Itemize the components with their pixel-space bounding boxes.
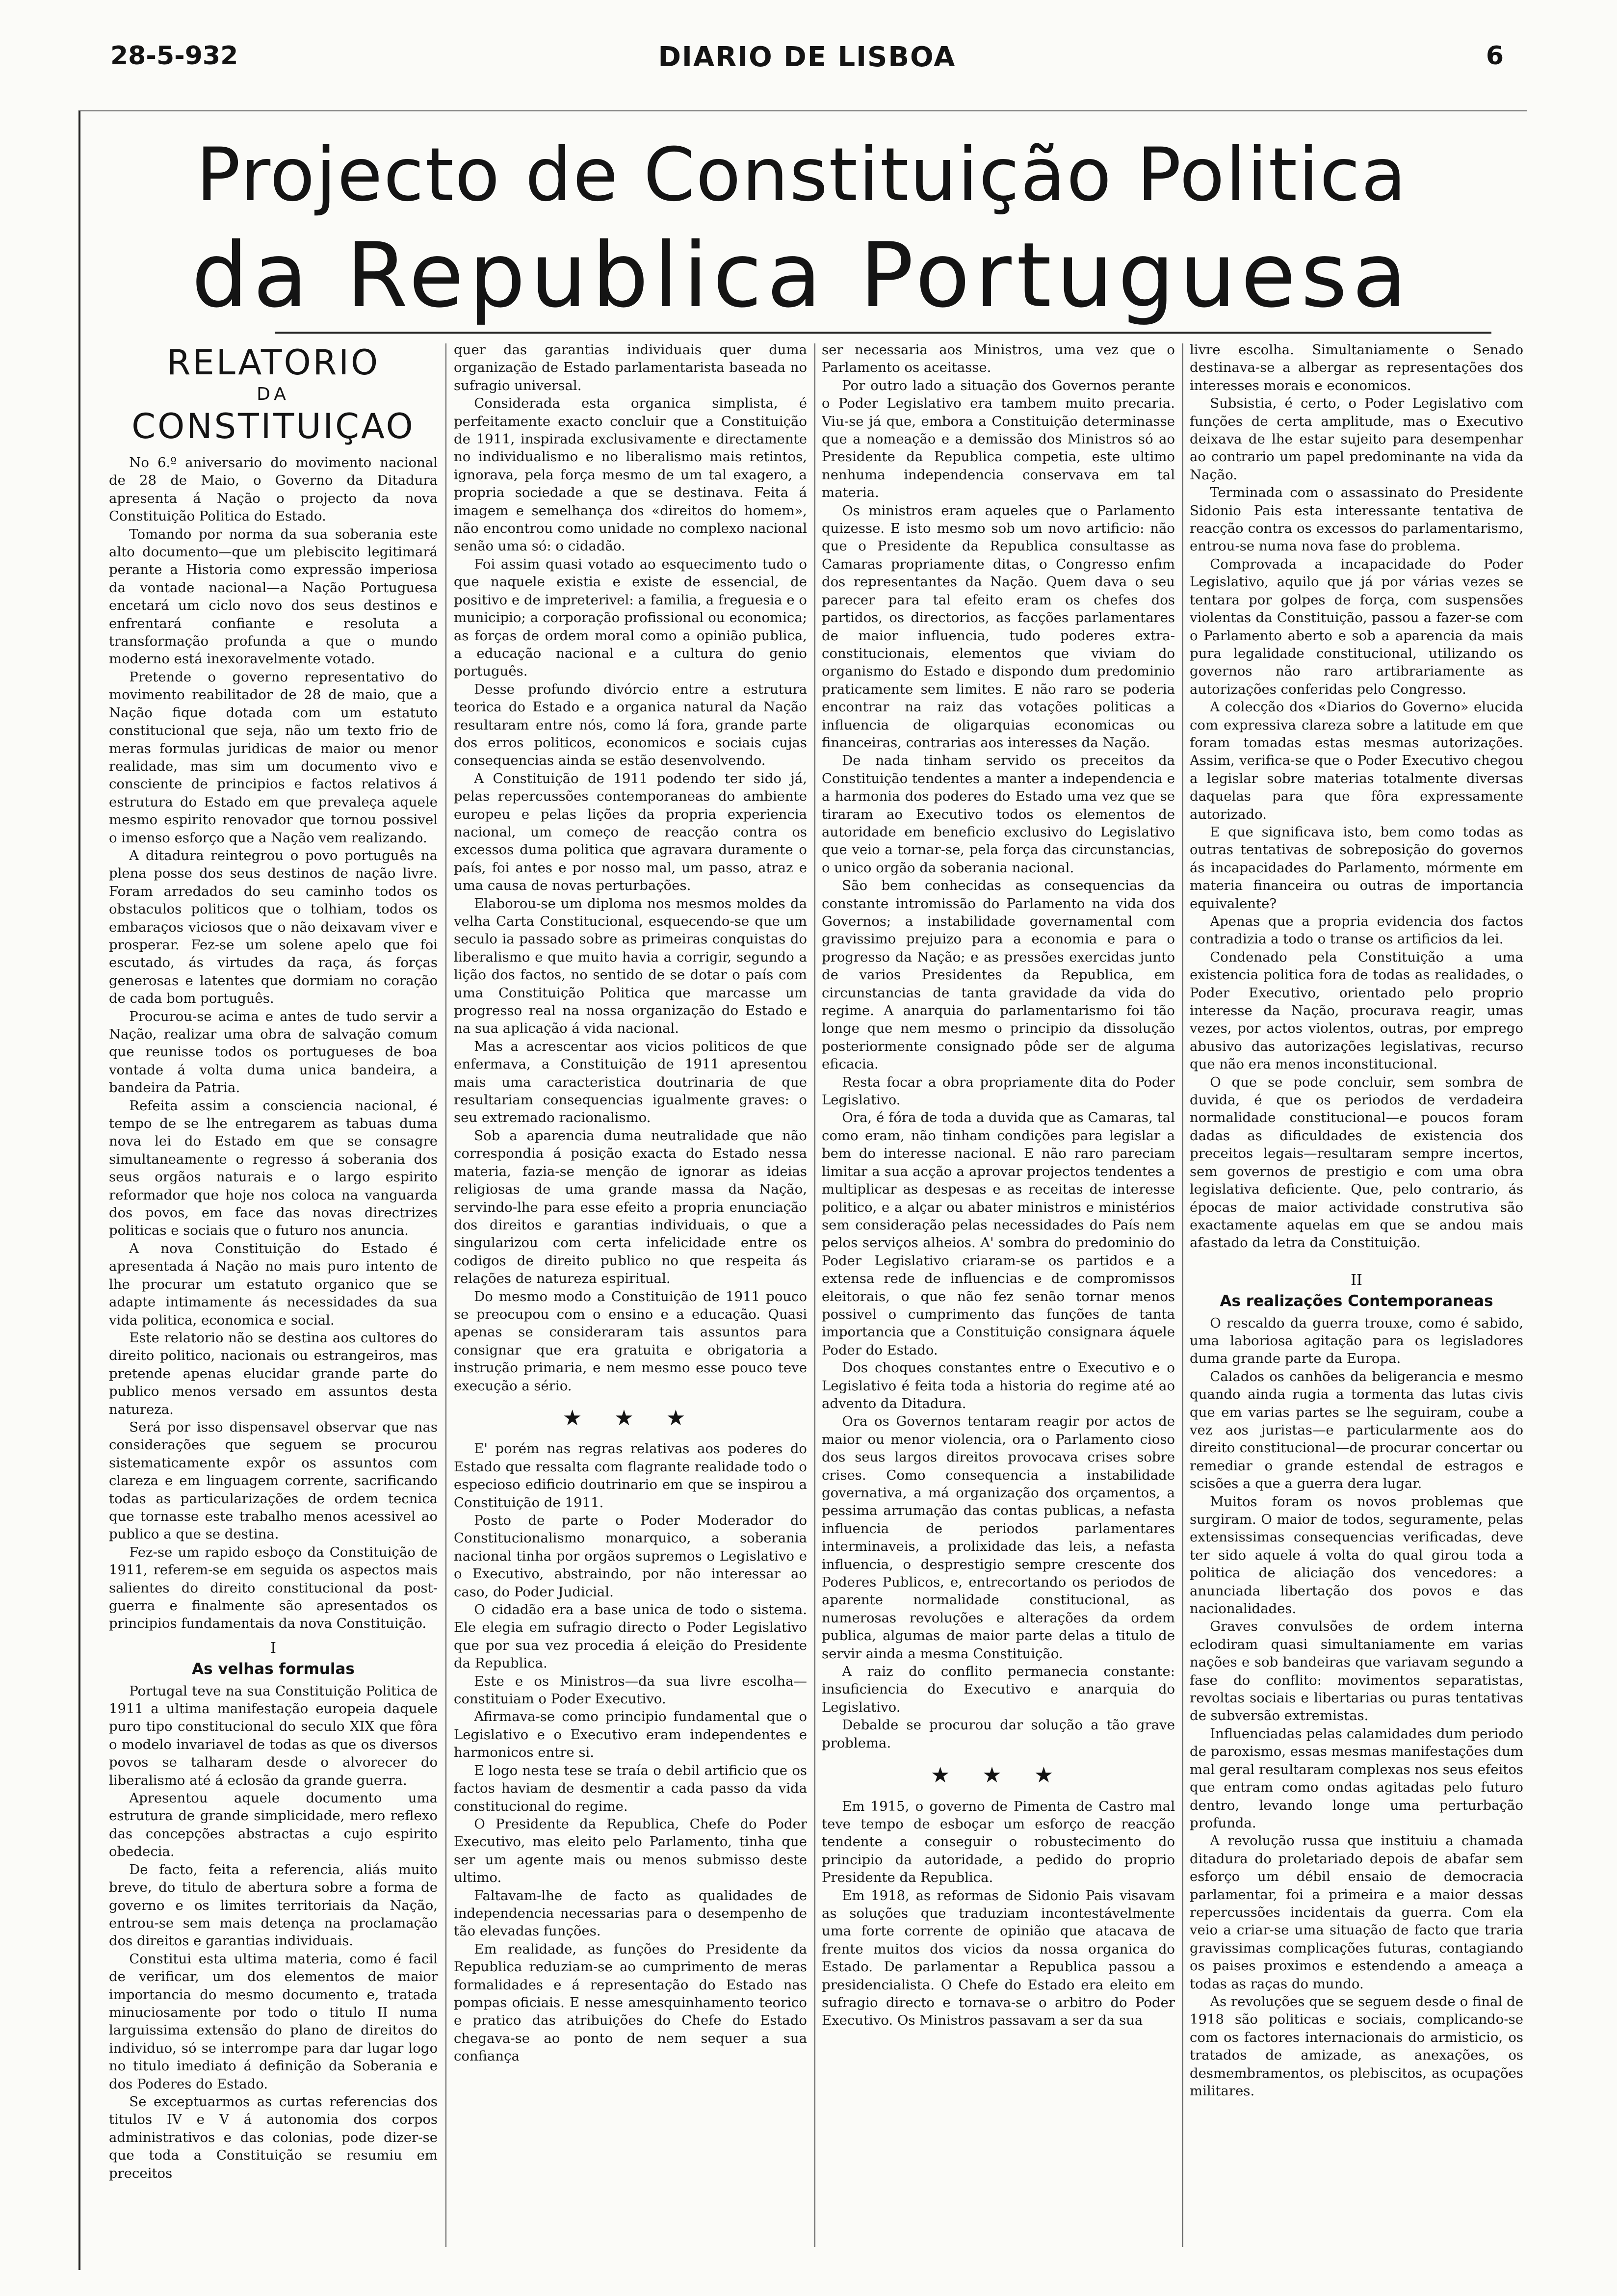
paragraph: A Constituição de 1911 podendo ter sido já, pelas repercussões contemporaneas do ambiente europeu e pelas lições da propria experiencia nacional, um começo de reacção contra os excessos duma politica que agravara duramente o país, foi antes e por nosso mal, um passo, atraz e uma causa de novas perturbações. (454, 770, 807, 894)
paragraph: No 6.º aniversario do movimento nacional de 28 de Maio, o Governo da Ditadura apresenta á Nação o projecto da nova Constituição Politica do Estado. (109, 455, 438, 524)
paragraph: Dos choques constantes entre o Executivo e o Legislativo é feita toda a historia do regime até ao advento da Ditadura. (822, 1360, 1175, 1411)
paragraph: A raiz do conflito permanecia constante: insuficiencia do Executivo e anarquia do Legislativo. (822, 1664, 1175, 1715)
paragraph: Refeita assim a consciencia nacional, é tempo de se lhe entregarem as tabuas duma nova lei do Estado em que se consagre simultaneamente o regresso á soberania dos seus orgãos naturais e o largo espirito reformador que hoje nos coloca na vanguarda dos povos, em face das novas directrizes politicas e sociais que o futuro nos anuncia. (109, 1097, 438, 1239)
paragraph: Calados os canhões da beligerancia e mesmo quando ainda rugia a tormenta das lutas civis que em varias partes se lhe seguiram, coube a vez aos juristas—e particularmente aos do direito constitucional—de procurar concertar ou remediar o grande estendal de estragos e scisões a que a guerra dera lugar. (1190, 1368, 1523, 1492)
paragraph: O Presidente da Republica, Chefe do Poder Executivo, mas eleito pelo Parlamento, tinha que ser um agente mais ou menos submisso deste ultimo. (454, 1816, 807, 1886)
masthead-date: 28-5-932 (110, 41, 238, 71)
column-rule (814, 343, 815, 2247)
paragraph: Muitos foram os novos problemas que surgiram. O maior de todos, seguramente, pelas extensissimas consequencias verificadas, deve ter sido aquele á volta do qual girou toda a politica de aliciação dos vencedores: a anunciada libertação dos povos e das nacionalidades. (1190, 1493, 1523, 1617)
paragraph: Condenado pela Constituição a uma existencia politica fora de todas as realidades, o Poder Executivo, orientado pelo proprio interesse da Nação, procurava reagir, umas vezes, por actos violentos, outras, por emprego abusivo das autorizações legislativas, recurso que não era menos inconstitucional. (1190, 949, 1523, 1072)
paragraph: Posto de parte o Poder Moderador do Constitucionalismo monarquico, a soberania nacional tinha por orgãos supremos o Legislativo e o Executivo, abstraindo, por não interessar ao caso, do Poder Judicial. (454, 1513, 807, 1600)
paragraph: Do mesmo modo a Constituição de 1911 pouco se preocupou com o ensino e a educação. Quasi apenas se consideraram tais assuntos para consignar que era gratuita e obrigatoria a instrução primaria, e nem mesmo esse pouco teve execução a sério. (454, 1288, 807, 1394)
paragraph: Considerada esta organica simplista, é perfeitamente exacto concluir que a Constituição de 1911, inspirada exclusivamente e directamente no individualismo e no liberalismo mais retintos, ignorava, pela força mesmo de um tal exagero, a propria sociedade a que se destinava. Feita á imagem e semelhança dos «direitos do homem», não encontrou como unidade no complexo nacional senão uma só: o cidadão. (454, 395, 807, 554)
paragraph: O cidadão era a base unica de todo o sistema. Ele elegia em sufragio directo o Poder Legislativo que por sua vez procedia á eleição do Presidente da Republica. (454, 1602, 807, 1671)
paragraph: A nova Constituição do Estado é apresentada á Nação no mais puro intento de lhe procurar um estatuto organico que se adapte intimamente ás necessidades da sua vida politica, economica e social. (109, 1240, 438, 1328)
paragraph: Terminada com o assassinato do Presidente Sidonio Pais esta interessante tentativa de reacção contra os excessos do parlamentarismo, entrou-se numa nova fase do problema. (1190, 485, 1523, 554)
paragraph: Desse profundo divórcio entre a estrutura teorica do Estado e a organica natural da Nação resultaram entre nós, como lá fora, grande parte dos erros politicos, economicos e sociais cujas consequencias ainda se estão desenvolvendo. (454, 681, 807, 769)
paragraph: E logo nesta tese se traía o debil artificio que os factos haviam de desmentir a cada passo da vida constitucional do regime. (454, 1762, 807, 1814)
paragraph: Procurou-se acima e antes de tudo servir a Nação, realizar uma obra de salvação comum que reunisse todos os portugueses de boa vontade á volta duma unica bandeira, a bandeira da Patria. (109, 1008, 438, 1096)
headline-line-2: da Republica Portuguesa (191, 223, 1412, 327)
paragraph: Faltavam-lhe de facto as qualidades de independencia necessarias para o desempenho de tão elevadas funções. (454, 1887, 807, 1939)
section-title: As velhas formulas (192, 1660, 355, 1678)
paragraph: Pretende o governo representativo do movimento reabilitador de 28 de maio, que a Nação fique dotada com um estatuto constitucional que seja, não um texto frio de meras formulas juridicas de maior ou menor realidade, mas sim um documento vivo e consciente de principios e factos relativos á estrutura do Estado em que prevaleça aquele mesmo espirito renovador que tornou possivel o imenso esforço que a Nação vem realizando. (109, 669, 438, 846)
paragraph: Será por isso dispensavel observar que nas considerações que seguem se procurou sistematicamente expôr os assuntos com clareza e em linguagem corrente, sacrificando todas as particularizações de ordem tecnica que tornasse este trabalho menos acessivel ao publico a que se destina. (109, 1419, 438, 1542)
paragraph: Este e os Ministros—da sua livre escolha—constituiam o Poder Executivo. (454, 1673, 807, 1707)
paragraph: E que significava isto, bem como todas as outras tentativas de sobreposição do governos ás incapacidades do Parlamento, mórmente em materia financeira ou outras de importancia equivalente? (1190, 824, 1523, 912)
report-heading-constitution: CONSTITUIÇAO (131, 406, 415, 446)
paragraph: O rescaldo da guerra trouxe, como é sabido, uma laboriosa agitação para os legisladores duma grande parte da Europa. (1190, 1315, 1523, 1367)
paragraph: As revoluções que se seguem desde o final de 1918 são politicas e sociais, complicando-se com os factores internacionais do armisticio, os tratados de amizade, as anexações, os desmembramentos, os plebiscitos, as ocupações militares. (1190, 1993, 1523, 2099)
paragraph: Graves convulsões de ordem interna eclodiram quasi simultaniamente em varias nações e sob bandeiras que variavam segundo a fase do conflito: movimentos separatistas, revoltas sociais e libertarias ou puras tentativas de subversão extremistas. (1190, 1618, 1523, 1724)
paragraph: E' porém nas regras relativas aos poderes do Estado que ressalta com flagrante realidade todo o especioso edificio doutrinario em que se inspirou a Constituição de 1911. (454, 1441, 807, 1511)
paragraph: Foi assim quasi votado ao esquecimento tudo o que naquele existia e existe de essencial, de positivo e de impreterivel: a familia, a freguesia e o municipio; a corporação profissional ou economica; as forças de ordem moral como a opinião publica, a educação nacional e a cultura do genio português. (454, 556, 807, 679)
masthead (110, 41, 1504, 71)
paragraph: Em 1918, as reformas de Sidonio Pais visavam as soluções que traduziam incontestávelmente uma forte corrente de opinião que atacava de frente muitos dos vicios da nossa organica do Estado. De parlamentar a Republica passou a presidencialista. O Chefe do Estado era eleito em sufragio directo e tornava-se o arbitro do Poder Executivo. Os Ministros passavam a ser da sua (822, 1887, 1175, 2029)
paragraph: Tomando por norma da sua soberania este alto documento—que um plebiscito legitimará perante a Historia como expressão imperiosa da vontade nacional—a Nação Portuguesa encetará um ciclo novo dos seus destinos e enfrentará confiante e resoluta a transformação profunda a que o mundo moderno está inexoravelmente votado. (109, 526, 438, 667)
paragraph: Em realidade, as funções do Presidente da Republica reduziam-se ao cumprimento de meras formalidades e á representação do Estado nas pompas oficiais. E nesse amesquinhamento teorico e pratico das atribuições do Chefe do Estado chegava-se ao ponto de nem sequer a sua confiança (454, 1941, 807, 2064)
paragraph: Os ministros eram aqueles que o Parlamento quizesse. E isto mesmo sob um novo artificio: não que o Presidente da Republica consultasse as Camaras propriamente ditas, o Congresso enfim dos representantes da Nação. Quem dava o seu parecer para tal efeito eram os chefes dos partidos, os directorios, as facções parlamentares de maior influencia, tudo poderes extra-constitucionais, elementos que viviam do organismo do Estado e dispondo dum predominio praticamente sem limites. E não raro se poderia encontrar na raiz das votações politicas a influencia de oligarquias economicas ou financeiras, contrarias aos interesses da Nação. (822, 502, 1175, 751)
paragraph: Apresentou aquele documento uma estrutura de grande simplicidade, mero reflexo das concepções abstractas a cujo espirito obedecia. (109, 1790, 438, 1860)
column-rule (445, 343, 446, 2247)
headline-rule (275, 332, 1491, 334)
paragraph: Ora os Governos tentaram reagir por actos de maior ou menor violencia, ora o Parlamento cioso dos seus largos direitos provocava crises sobre crises. Como consequencia a instabilidade governativa, a má organização dos orçamentos, a pessima arrumação das contas publicas, a nefasta influencia de periodos parlamentares interminaveis, a prolixidade das leis, a nefasta influencia, o desprestigio sempre crescente dos Poderes Publicos, e, entrecortando os periodos de aparente normalidade constitucional, as numerosas revoluções e alterações da ordem publica, algumas de maior parte delas a titulo de servir ainda a mesma Constituição. (822, 1413, 1175, 1662)
paragraph: Elaborou-se um diploma nos mesmos moldes da velha Carta Constitucional, esquecendo-se que um seculo ia passado sobre as primeiras conquistas do liberalismo e que muito havia a corrigir, segundo a lição dos factos, no sentido de se dotar o país com uma Constituição Politica que marcasse um progresso real na nossa organização do Estado e na sua aplicação á vida nacional. (454, 895, 807, 1037)
report-heading: RELATORIO (166, 342, 380, 383)
paragraph: A ditadura reintegrou o povo português na plena posse dos seus destinos de nação livre. Foram arredados do seu caminho todos os obstaculos politicos que o tolhiam, todos os embaraços viciosos que o não deixavam viver e prosperar. Fez-se um solene apelo que foi escutado, ás virtudes da raça, ás forças generosas e latentes que dormiam no coração de cada bom português. (109, 847, 438, 1007)
paragraph: Sob a aparencia duma neutralidade que não correspondia á posição exacta do Estado nessa materia, fazia-se menção de ignorar as ideias religiosas de uma grande massa da Nação, servindo-lhe para esse efeito a propria enunciação dos direitos e garantias individuais, o que a singularizou com certa infelicidade entre os codigos de direito publico no que respeita ás relações de natureza espiritual. (454, 1127, 807, 1287)
paragraph: Este relatorio não se destina aos cultores do direito politico, nacionais ou estrangeiros, mas pretende apenas elucidar grande parte do publico menos versado em assuntos desta natureza. (109, 1330, 438, 1417)
paragraph: Se exceptuarmos as curtas referencias dos titulos IV e V á autonomia dos corpos administrativos e das colonias, pode dizer-se que toda a Constituição se resumiu em preceitos (109, 2093, 438, 2181)
paragraph: Debalde se procurou dar solução a tão grave problema. (822, 1717, 1175, 1751)
paragraph: Mas a acrescentar aos vicios politicos de que enfermava, a Constituição de 1911 apresentou mais uma caracteristica doutrinaria de que resultariam consequencias igualmente graves: o seu extremado racionalismo. (454, 1038, 807, 1126)
section-number: I (270, 1639, 276, 1657)
paragraph: A colecção dos «Diarios do Governo» elucida com expressiva clareza sobre a latitude em que foram tomadas estas mesmas autorizações. Assim, verifica-se que o Poder Executivo chegou a legislar sobre materias totalmente diversas daquelas para que fôra expressamente autorizado. (1190, 699, 1523, 822)
report-heading-da: DA (257, 384, 290, 404)
paragraph: Resta focar a obra propriamente dita do Poder Legislativo. (822, 1074, 1175, 1108)
column-rule (1182, 343, 1183, 2247)
paragraph: quer das garantias individuais quer duma organização de Estado parlamentarista baseada no sufragio universal. (454, 342, 807, 393)
paragraph: Por outro lado a situação dos Governos perante o Poder Legislativo era tambem muito precaria. Viu-se já que, embora a Constituição determinasse que a nomeação e a demissão dos Ministros só ao Presidente da Republica competia, este ultimo nenhuma independencia conservava em tal materia. (822, 377, 1175, 501)
headline-line-1: Projecto de Constituição Politica (196, 132, 1408, 218)
paragraph: Afirmava-se como principio fundamental que o Legislativo e o Executivo eram independentes e harmonicos entre si. (454, 1709, 807, 1761)
paragraph: Influenciadas pelas calamidades dum periodo de paroxismo, essas mesmas manifestações dum mal geral resultaram complexas nos seus efeitos que entram como ondas agitadas pelo futuro dentro, levando longe uma perturbação profunda. (1190, 1725, 1523, 1831)
paragraph: Constitui esta ultima materia, como é facil de verificar, um dos elementos de maior importancia do mesmo documento e, tratada minuciosamente por todo o titulo II numa larguissima extensão do plano de direitos do individuo, só se interrompe para dar lugar logo no titulo imediato á definição da Soberania e dos Poderes do Estado. (109, 1951, 438, 2092)
paragraph: Portugal teve na sua Constituição Politica de 1911 a ultima manifestação europeia daquele puro tipo constitucional do seculo XIX que fôra o modelo invariavel de todas as que os diversos povos se talharam desde o alvorecer do liberalismo até á eclosão da grande guerra. (109, 1683, 438, 1788)
paragraph: Ora, é fóra de toda a duvida que as Camaras, tal como eram, não tinham condições para legislar a bem do interesse nacional. E não raro pareciam limitar a sua acção a aprovar projectos tendentes a multiplicar as despesas e as receitas de interesse politico, e a alçar ou abater ministros e ministérios sem consideração pelas necessidades do País nem pelos serviços alheios. A' sombra do predominio do Poder Legislativo criaram-se os partidos e a extensa rede de influencias e de compromissos eleitorais, o que não fez senão tornar menos possivel o cumprimento das funções de tanta importancia que a Constituição consignara áquele Poder do Estado. (822, 1110, 1175, 1358)
paragraph: livre escolha. Simultaniamente o Senado destinava-se a albergar as representações dos interesses morais e economicos. (1190, 342, 1523, 393)
paragraph: Apenas que a propria evidencia dos factos contradizia a todo o transe os artificios da lei. (1190, 913, 1523, 947)
section-title: As realizações Contemporaneas (1220, 1292, 1493, 1310)
paragraph: Subsistia, é certo, o Poder Legislativo com funções de certa amplitude, mas o Executivo deixava de lhe estar sujeito para desempenhar ao contrario um papel predominante na vida da Nação. (1190, 395, 1523, 483)
column-3 (822, 341, 1175, 2259)
paragraph: Em 1915, o governo de Pimenta de Castro mal teve tempo de esboçar um esforço de reacção tendente a conseguir o robustecimento do principio da autoridade, a pedido do proprio Presidente da Republica. (822, 1798, 1175, 1886)
column-4 (1190, 341, 1523, 2259)
section-number: II (1351, 1271, 1362, 1289)
paragraph: Comprovada a incapacidade do Poder Legislativo, aquilo que já por várias vezes se tentara por golpes de força, com suspensões violentas da Constituição, passou a fazer-se com o Parlamento aberto e sob a aparencia da mais pura legalidade constitucional, utilizando os governos não raro artibrariamente as autorizações conferidas pelo Congresso. (1190, 556, 1523, 697)
paragraph: ser necessaria aos Ministros, uma vez que o Parlamento os aceitasse. (822, 342, 1175, 376)
column-2 (454, 341, 807, 2259)
masthead-page-number: 6 (1486, 41, 1504, 71)
section-separator-stars: ★ ★ ★ (930, 1763, 1067, 1788)
masthead-paper-name: DIARIO DE LISBOA (658, 41, 956, 73)
paragraph: De nada tinham servido os preceitos da Constituição tendentes a manter a independencia e a harmonia dos poderes do Estado uma vez que se tiraram ao Executivo todos os elementos de autoridade em beneficio exclusivo do Legislativo que veio a tornar-se, pela força das circunstancias, o unico orgão da soberania nacional. (822, 753, 1175, 876)
paragraph: A revolução russa que instituiu a chamada ditadura do proletariado depois de abafar sem esforço um débil ensaio de democracia parlamentar, foi a primeira e a maior dessas repercussões incidentais da guerra. Com ela veio a criar-se uma situação de facto que traria gravissimas complicações futuras, contagiando os paises proximos e estendendo a ameaça a todas as raças do mundo. (1190, 1833, 1523, 1992)
section-separator-stars: ★ ★ ★ (562, 1405, 699, 1431)
column-1 (109, 341, 438, 2259)
paragraph: O que se pode concluir, sem sombra de duvida, é que os periodos de verdadeira normalidade constitucional—e poucos foram dadas as dificuldades de existencia dos preceitos legais—resultaram sempre incertos, sem governos de prestigio e com uma obra legislativa deficiente. Que, pelo contrario, ás épocas de maior actividade construtiva são exactamente aquelas em que se andou mais afastado da letra da Constituição. (1190, 1074, 1523, 1251)
paragraph: São bem conhecidas as consequencias da constante intromissão do Parlamento na vida dos Governos; a instabilidade governamental com gravissimo prejuizo para a economia e para o progresso da Nação; e as pressões exercidas junto de varios Presidentes da Republica, em circunstancias de tanta gravidade da vida do regime. A anarquia do parlamentarismo foi tão longe que nem mesmo o principio da dissolução posteriormente consignado pôde ser de alguma eficacia. (822, 878, 1175, 1072)
paragraph: Fez-se um rapido esboço da Constituição de 1911, referem-se em seguida os aspectos mais salientes do direito constitucional da post-guerra e finalmente são apresentados os principios fundamentais da nova Constituição. (109, 1544, 438, 1632)
paragraph: De facto, feita a referencia, aliás muito breve, do titulo de abertura sobre a forma de governo e os limites territoriais da Nação, entrou-se sem mais detença na proclamação dos direitos e garantias individuais. (109, 1861, 438, 1949)
